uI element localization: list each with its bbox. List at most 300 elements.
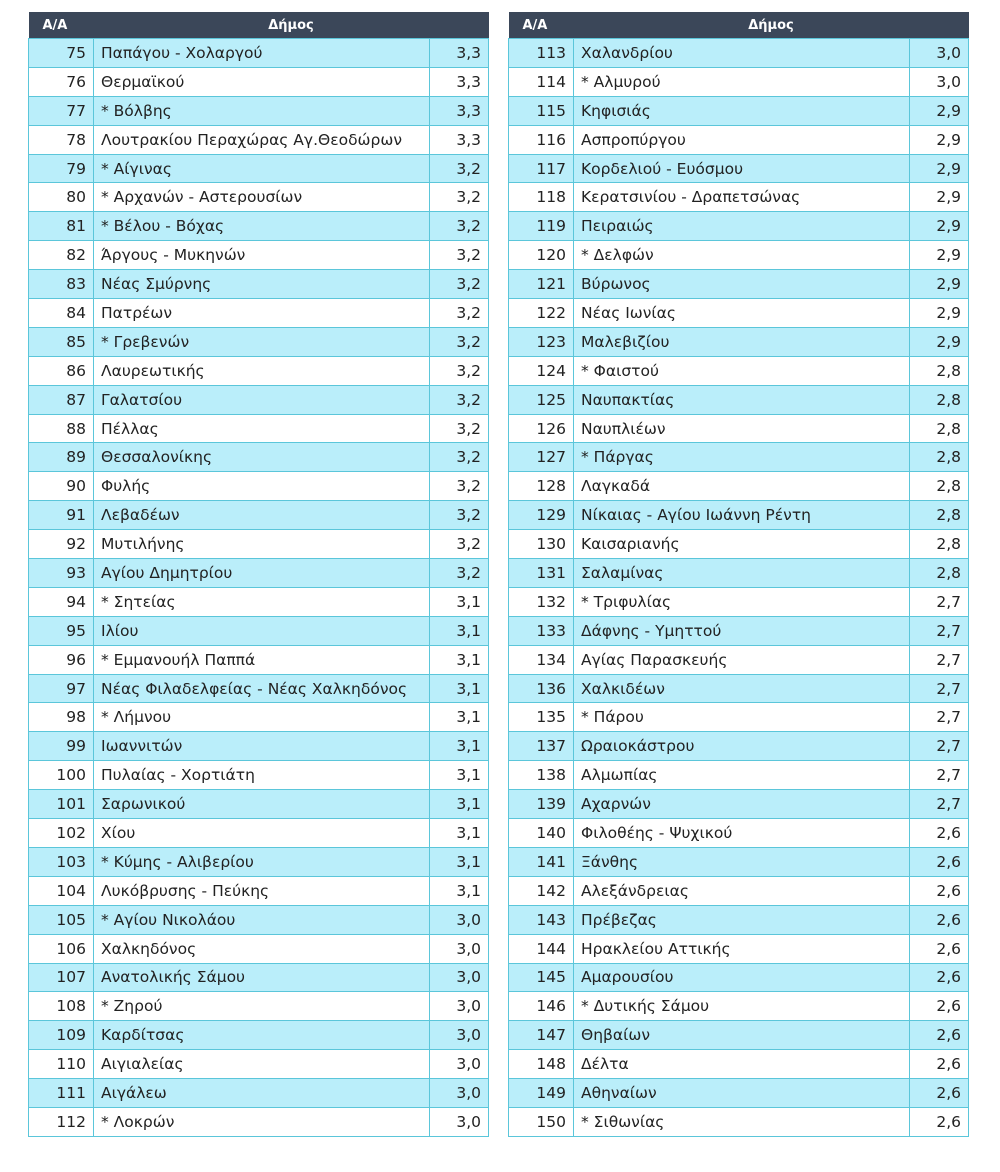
- rank-cell: 133: [509, 616, 574, 645]
- score-cell: 2,6: [910, 963, 969, 992]
- municipality-cell: Βύρωνος: [574, 270, 910, 299]
- header-aa: Α/Α: [509, 12, 574, 39]
- rank-cell: 148: [509, 1050, 574, 1079]
- municipality-cell: Φιλοθέης - Ψυχικού: [574, 819, 910, 848]
- rank-cell: 131: [509, 559, 574, 588]
- score-cell: 3,1: [430, 645, 489, 674]
- rank-cell: 81: [29, 212, 94, 241]
- score-cell: 3,2: [430, 414, 489, 443]
- municipality-cell: Καρδίτσας: [94, 1021, 430, 1050]
- rank-cell: 135: [509, 703, 574, 732]
- rank-cell: 137: [509, 732, 574, 761]
- score-cell: 2,7: [910, 674, 969, 703]
- municipality-cell: * Κύμης - Αλιβερίου: [94, 847, 430, 876]
- rank-cell: 140: [509, 819, 574, 848]
- rank-cell: 139: [509, 790, 574, 819]
- score-cell: 2,8: [910, 443, 969, 472]
- rank-cell: 113: [509, 39, 574, 68]
- rank-cell: 114: [509, 67, 574, 96]
- table-row: [509, 183, 969, 212]
- table-row: [29, 905, 489, 934]
- municipality-cell: Νίκαιας - Αγίου Ιωάννη Ρέντη: [574, 501, 910, 530]
- rank-cell: 82: [29, 241, 94, 270]
- rank-cell: 126: [509, 414, 574, 443]
- table-row: [29, 934, 489, 963]
- score-cell: 2,9: [910, 125, 969, 154]
- municipality-cell: * Φαιστού: [574, 356, 910, 385]
- score-cell: 3,2: [430, 241, 489, 270]
- table-row: [509, 674, 969, 703]
- municipality-cell: Αιγιαλείας: [94, 1050, 430, 1079]
- score-cell: 3,3: [430, 96, 489, 125]
- score-cell: 3,0: [430, 1079, 489, 1108]
- score-cell: 2,6: [910, 876, 969, 905]
- municipality-cell: Νέας Σμύρνης: [94, 270, 430, 299]
- municipality-cell: Χαλκηδόνος: [94, 934, 430, 963]
- municipality-cell: Θερμαϊκού: [94, 67, 430, 96]
- rank-cell: 124: [509, 356, 574, 385]
- municipality-cell: Λαυρεωτικής: [94, 356, 430, 385]
- municipality-cell: Ιωαννιτών: [94, 732, 430, 761]
- municipality-cell: Αχαρνών: [574, 790, 910, 819]
- rank-cell: 112: [29, 1107, 94, 1136]
- table-row: [509, 443, 969, 472]
- table-header: [29, 12, 489, 39]
- rank-cell: 106: [29, 934, 94, 963]
- table-row: [29, 154, 489, 183]
- score-cell: 2,7: [910, 616, 969, 645]
- rank-cell: 105: [29, 905, 94, 934]
- municipality-cell: Δέλτα: [574, 1050, 910, 1079]
- score-cell: 2,6: [910, 819, 969, 848]
- table-row: [29, 847, 489, 876]
- score-cell: 3,0: [430, 934, 489, 963]
- score-cell: 3,0: [430, 905, 489, 934]
- score-cell: 3,1: [430, 790, 489, 819]
- score-cell: 3,2: [430, 501, 489, 530]
- score-cell: 2,9: [910, 270, 969, 299]
- municipality-cell: Λυκόβρυσης - Πεύκης: [94, 876, 430, 905]
- table-row: [509, 154, 969, 183]
- rank-cell: 117: [509, 154, 574, 183]
- table-row: [29, 125, 489, 154]
- score-cell: 3,1: [430, 703, 489, 732]
- score-cell: 3,2: [430, 327, 489, 356]
- rank-cell: 77: [29, 96, 94, 125]
- table-row: [29, 645, 489, 674]
- municipality-cell: Κηφισιάς: [574, 96, 910, 125]
- municipality-cell: * Σιθωνίας: [574, 1107, 910, 1136]
- municipality-cell: Νέας Φιλαδελφείας - Νέας Χαλκηδόνος: [94, 674, 430, 703]
- municipality-cell: Σαλαμίνας: [574, 559, 910, 588]
- rank-cell: 116: [509, 125, 574, 154]
- rank-cell: 120: [509, 241, 574, 270]
- score-cell: 2,6: [910, 992, 969, 1021]
- rank-cell: 130: [509, 530, 574, 559]
- municipality-cell: Θηβαίων: [574, 1021, 910, 1050]
- table-row: [29, 356, 489, 385]
- score-cell: 3,0: [430, 1021, 489, 1050]
- table-row: [509, 703, 969, 732]
- table-row: [29, 299, 489, 328]
- rank-cell: 118: [509, 183, 574, 212]
- table-row: [29, 992, 489, 1021]
- municipality-cell: * Αγίου Νικολάου: [94, 905, 430, 934]
- municipality-cell: * Αίγινας: [94, 154, 430, 183]
- table-row: [29, 327, 489, 356]
- municipality-cell: Σαρωνικού: [94, 790, 430, 819]
- score-cell: 3,2: [430, 530, 489, 559]
- score-cell: 2,6: [910, 934, 969, 963]
- municipality-cell: * Ζηρού: [94, 992, 430, 1021]
- rank-cell: 150: [509, 1107, 574, 1136]
- table-row: [509, 1079, 969, 1108]
- rank-cell: 122: [509, 299, 574, 328]
- table-row: [509, 819, 969, 848]
- table-row: [509, 125, 969, 154]
- rank-cell: 102: [29, 819, 94, 848]
- table-row: [509, 270, 969, 299]
- municipality-cell: Άργους - Μυκηνών: [94, 241, 430, 270]
- score-cell: 3,2: [430, 443, 489, 472]
- rank-cell: 79: [29, 154, 94, 183]
- score-cell: 2,8: [910, 385, 969, 414]
- municipality-cell: Κορδελιού - Ευόσμου: [574, 154, 910, 183]
- score-cell: 3,2: [430, 472, 489, 501]
- municipality-cell: Πυλαίας - Χορτιάτη: [94, 761, 430, 790]
- municipality-cell: Πέλλας: [94, 414, 430, 443]
- table-row: [509, 1107, 969, 1136]
- score-cell: 3,0: [430, 1107, 489, 1136]
- score-cell: 2,8: [910, 559, 969, 588]
- municipality-cell: * Σητείας: [94, 587, 430, 616]
- table-row: [509, 299, 969, 328]
- header-dimos: Δήμος: [94, 12, 489, 39]
- table-row: [509, 241, 969, 270]
- rank-cell: 95: [29, 616, 94, 645]
- rank-cell: 115: [509, 96, 574, 125]
- municipality-cell: Αλμωπίας: [574, 761, 910, 790]
- rank-cell: 94: [29, 587, 94, 616]
- municipality-cell: Αγίας Παρασκευής: [574, 645, 910, 674]
- rank-cell: 104: [29, 876, 94, 905]
- table-row: [29, 1107, 489, 1136]
- table-row: [509, 356, 969, 385]
- table-row: [509, 876, 969, 905]
- table-row: [29, 530, 489, 559]
- rank-cell: 129: [509, 501, 574, 530]
- score-cell: 2,6: [910, 1079, 969, 1108]
- municipality-cell: Αιγάλεω: [94, 1079, 430, 1108]
- score-cell: 3,3: [430, 39, 489, 68]
- table-row: [509, 530, 969, 559]
- municipality-cell: * Πάργας: [574, 443, 910, 472]
- score-cell: 2,6: [910, 1050, 969, 1079]
- rank-cell: 138: [509, 761, 574, 790]
- table-row: [29, 963, 489, 992]
- table-row: [509, 847, 969, 876]
- table-row: [29, 674, 489, 703]
- table-row: [509, 96, 969, 125]
- municipality-cell: Ιλίου: [94, 616, 430, 645]
- table-row: [29, 1079, 489, 1108]
- table-row: [29, 472, 489, 501]
- score-cell: 2,9: [910, 96, 969, 125]
- table-row: [29, 1021, 489, 1050]
- municipality-cell: Φυλής: [94, 472, 430, 501]
- score-cell: 3,3: [430, 125, 489, 154]
- municipality-cell: Ξάνθης: [574, 847, 910, 876]
- rank-cell: 143: [509, 905, 574, 934]
- municipality-cell: Ανατολικής Σάμου: [94, 963, 430, 992]
- table-row: [509, 992, 969, 1021]
- municipality-cell: Λεβαδέων: [94, 501, 430, 530]
- table-row: [29, 501, 489, 530]
- rank-cell: 98: [29, 703, 94, 732]
- table-row: [29, 385, 489, 414]
- municipality-cell: * Δυτικής Σάμου: [574, 992, 910, 1021]
- municipality-cell: Λουτρακίου Περαχώρας Αγ.Θεοδώρων: [94, 125, 430, 154]
- rank-cell: 85: [29, 327, 94, 356]
- table-row: [29, 67, 489, 96]
- rank-cell: 136: [509, 674, 574, 703]
- ranking-table-left: [28, 12, 489, 1137]
- header-dimos: Δήμος: [574, 12, 969, 39]
- municipality-cell: * Βόλβης: [94, 96, 430, 125]
- table-row: [29, 39, 489, 68]
- municipality-cell: Ηρακλείου Αττικής: [574, 934, 910, 963]
- score-cell: 2,6: [910, 847, 969, 876]
- municipality-cell: * Εμμανουήλ Παππά: [94, 645, 430, 674]
- table-row: [29, 96, 489, 125]
- municipality-cell: Αμαρουσίου: [574, 963, 910, 992]
- table-header: [509, 12, 969, 39]
- rank-cell: 101: [29, 790, 94, 819]
- rank-cell: 111: [29, 1079, 94, 1108]
- score-cell: 3,1: [430, 819, 489, 848]
- rank-cell: 87: [29, 385, 94, 414]
- ranking-table-right: [508, 12, 969, 1137]
- municipality-cell: Πρέβεζας: [574, 905, 910, 934]
- score-cell: 2,7: [910, 587, 969, 616]
- table-row: [509, 414, 969, 443]
- rank-cell: 86: [29, 356, 94, 385]
- score-cell: 3,1: [430, 616, 489, 645]
- score-cell: 2,7: [910, 703, 969, 732]
- table-row: [29, 559, 489, 588]
- table-row: [509, 963, 969, 992]
- municipality-cell: * Λοκρών: [94, 1107, 430, 1136]
- rank-cell: 109: [29, 1021, 94, 1050]
- score-cell: 3,0: [430, 963, 489, 992]
- score-cell: 3,2: [430, 212, 489, 241]
- header-aa: Α/Α: [29, 12, 94, 39]
- table-row: [29, 1050, 489, 1079]
- table-row: [509, 501, 969, 530]
- municipality-cell: Χαλκιδέων: [574, 674, 910, 703]
- municipality-cell: Μαλεβιζίου: [574, 327, 910, 356]
- municipality-cell: Νέας Ιωνίας: [574, 299, 910, 328]
- table-row: [509, 934, 969, 963]
- table-row: [509, 67, 969, 96]
- rank-cell: 123: [509, 327, 574, 356]
- rank-cell: 89: [29, 443, 94, 472]
- rank-cell: 108: [29, 992, 94, 1021]
- rank-cell: 145: [509, 963, 574, 992]
- table-row: [509, 905, 969, 934]
- rank-cell: 100: [29, 761, 94, 790]
- municipality-cell: Δάφνης - Υμηττού: [574, 616, 910, 645]
- municipality-cell: * Βέλου - Βόχας: [94, 212, 430, 241]
- score-cell: 3,1: [430, 732, 489, 761]
- table-row: [29, 790, 489, 819]
- table-row: [509, 761, 969, 790]
- score-cell: 2,7: [910, 645, 969, 674]
- table-row: [509, 385, 969, 414]
- rank-cell: 110: [29, 1050, 94, 1079]
- table-row: [29, 703, 489, 732]
- table-row: [509, 645, 969, 674]
- municipality-cell: Κερατσινίου - Δραπετσώνας: [574, 183, 910, 212]
- rank-cell: 134: [509, 645, 574, 674]
- table-row: [509, 472, 969, 501]
- score-cell: 2,9: [910, 183, 969, 212]
- municipality-cell: Γαλατσίου: [94, 385, 430, 414]
- table-row: [29, 819, 489, 848]
- rank-cell: 127: [509, 443, 574, 472]
- municipality-cell: Αλεξάνδρειας: [574, 876, 910, 905]
- rank-cell: 121: [509, 270, 574, 299]
- score-cell: 3,2: [430, 356, 489, 385]
- municipality-cell: * Πάρου: [574, 703, 910, 732]
- rank-cell: 142: [509, 876, 574, 905]
- score-cell: 2,9: [910, 212, 969, 241]
- table-row: [29, 270, 489, 299]
- table-row: [29, 761, 489, 790]
- score-cell: 3,0: [430, 992, 489, 1021]
- table-row: [29, 587, 489, 616]
- municipality-cell: * Γρεβενών: [94, 327, 430, 356]
- municipality-cell: Αθηναίων: [574, 1079, 910, 1108]
- municipality-cell: Χαλανδρίου: [574, 39, 910, 68]
- score-cell: 2,9: [910, 299, 969, 328]
- municipality-cell: Καισαριανής: [574, 530, 910, 559]
- score-cell: 3,0: [910, 39, 969, 68]
- rank-cell: 149: [509, 1079, 574, 1108]
- rank-cell: 103: [29, 847, 94, 876]
- table-row: [509, 587, 969, 616]
- rank-cell: 78: [29, 125, 94, 154]
- score-cell: 3,2: [430, 385, 489, 414]
- municipality-cell: * Τριφυλίας: [574, 587, 910, 616]
- rank-cell: 84: [29, 299, 94, 328]
- rank-cell: 146: [509, 992, 574, 1021]
- municipality-cell: Πειραιώς: [574, 212, 910, 241]
- municipality-cell: Ασπροπύργου: [574, 125, 910, 154]
- table-row: [29, 183, 489, 212]
- municipality-cell: Λαγκαδά: [574, 472, 910, 501]
- table-row: [509, 732, 969, 761]
- score-cell: 2,6: [910, 905, 969, 934]
- rank-cell: 119: [509, 212, 574, 241]
- table-row: [509, 327, 969, 356]
- table-row: [509, 559, 969, 588]
- score-cell: 2,8: [910, 472, 969, 501]
- score-cell: 2,6: [910, 1107, 969, 1136]
- score-cell: 2,9: [910, 241, 969, 270]
- rank-cell: 83: [29, 270, 94, 299]
- score-cell: 3,1: [430, 761, 489, 790]
- municipality-cell: Ναυπακτίας: [574, 385, 910, 414]
- score-cell: 3,2: [430, 270, 489, 299]
- municipality-cell: Ωραιοκάστρου: [574, 732, 910, 761]
- score-cell: 3,1: [430, 847, 489, 876]
- score-cell: 3,2: [430, 183, 489, 212]
- rank-cell: 125: [509, 385, 574, 414]
- rank-cell: 141: [509, 847, 574, 876]
- rank-cell: 80: [29, 183, 94, 212]
- rank-cell: 93: [29, 559, 94, 588]
- municipality-cell: Μυτιλήνης: [94, 530, 430, 559]
- table-row: [29, 616, 489, 645]
- rank-cell: 75: [29, 39, 94, 68]
- rank-cell: 147: [509, 1021, 574, 1050]
- municipality-cell: * Λήμνου: [94, 703, 430, 732]
- score-cell: 3,1: [430, 587, 489, 616]
- table-row: [509, 616, 969, 645]
- rank-cell: 88: [29, 414, 94, 443]
- table-row: [29, 414, 489, 443]
- score-cell: 3,3: [430, 67, 489, 96]
- table-row: [29, 241, 489, 270]
- score-cell: 2,7: [910, 761, 969, 790]
- score-cell: 3,1: [430, 876, 489, 905]
- table-row: [509, 790, 969, 819]
- score-cell: 3,1: [430, 674, 489, 703]
- score-cell: 2,8: [910, 356, 969, 385]
- score-cell: 2,9: [910, 154, 969, 183]
- table-row: [509, 212, 969, 241]
- score-cell: 3,2: [430, 559, 489, 588]
- municipality-cell: * Δελφών: [574, 241, 910, 270]
- table-row: [29, 443, 489, 472]
- table-row: [29, 732, 489, 761]
- municipality-cell: Θεσσαλονίκης: [94, 443, 430, 472]
- municipality-cell: Αγίου Δημητρίου: [94, 559, 430, 588]
- municipality-cell: Ναυπλιέων: [574, 414, 910, 443]
- rank-cell: 96: [29, 645, 94, 674]
- rank-cell: 99: [29, 732, 94, 761]
- score-cell: 2,8: [910, 414, 969, 443]
- rank-cell: 91: [29, 501, 94, 530]
- table-row: [509, 1021, 969, 1050]
- table-row: [29, 876, 489, 905]
- rank-cell: 132: [509, 587, 574, 616]
- score-cell: 2,8: [910, 501, 969, 530]
- score-cell: 3,0: [910, 67, 969, 96]
- score-cell: 2,8: [910, 530, 969, 559]
- score-cell: 2,9: [910, 327, 969, 356]
- rank-cell: 107: [29, 963, 94, 992]
- municipality-cell: Πατρέων: [94, 299, 430, 328]
- table-row: [509, 1050, 969, 1079]
- table-row: [29, 212, 489, 241]
- score-cell: 2,7: [910, 790, 969, 819]
- score-cell: 2,6: [910, 1021, 969, 1050]
- municipality-cell: * Αρχανών - Αστερουσίων: [94, 183, 430, 212]
- rank-cell: 128: [509, 472, 574, 501]
- rank-cell: 144: [509, 934, 574, 963]
